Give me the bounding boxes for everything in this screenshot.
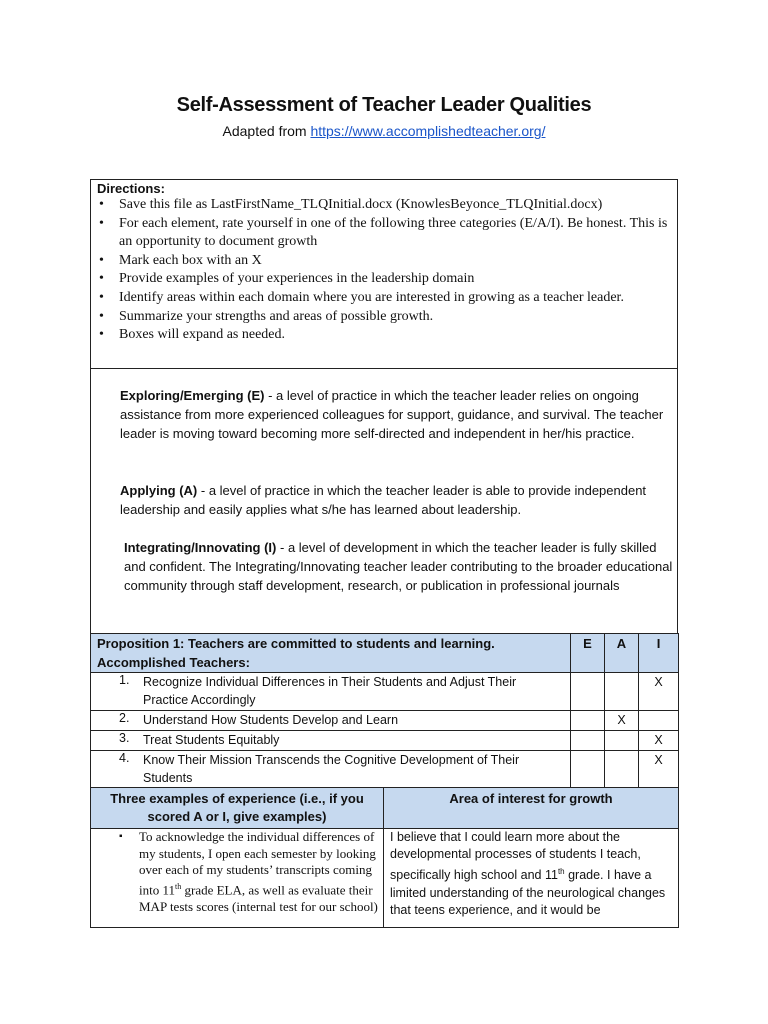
rating-cell-a[interactable]: [605, 673, 639, 711]
examples-heading: Three examples of experience (i.e., if you scored A or I, give examples): [91, 788, 384, 829]
proposition-table: [90, 633, 679, 789]
level-exploring: Exploring/Emerging (E) - a level of practice in which the teacher leader relies on ongoing assistance from more experienced colleagues for support, guidance, and survival. The teacher leader is moving toward becoming more self-directed and independent in her/his practice.: [120, 388, 664, 441]
growth-interest-cell[interactable]: I believe that I could learn more about the developmental processes of students I teach, specifically high school and 11th grade. I have a limited understanding of the neurological changes that teens experience, and it would be: [384, 829, 679, 928]
table-row: [91, 751, 679, 789]
rating-cell-e[interactable]: [571, 711, 605, 731]
adapted-from-label: Adapted from: [222, 123, 311, 139]
source-link[interactable]: https://www.accomplishedteacher.org/: [310, 123, 546, 139]
directions-item: • Boxes will expand as needed.: [97, 326, 671, 345]
directions-list: [97, 196, 671, 345]
growth-heading: Area of interest for growth: [384, 788, 679, 829]
document-title: Self-Assessment of Teacher Leader Qualities: [176, 94, 592, 116]
adapted-from-line: [0, 123, 768, 139]
table-row: [91, 711, 679, 731]
rating-levels-box: [90, 368, 678, 635]
rating-cell-a[interactable]: X: [605, 711, 639, 731]
level-applying: Applying (A) - a level of practice in which the teacher leader is able to provide independent leadership and easily applies what s/he has learned about leadership.: [120, 483, 647, 517]
bullet-icon: •: [99, 289, 104, 305]
examples-table: [90, 787, 679, 928]
rating-cell-e[interactable]: [571, 731, 605, 751]
directions-item: • Provide examples of your experiences in the leadership domain: [97, 270, 671, 289]
proposition-header-row: [91, 634, 679, 673]
examples-body-row: [91, 829, 679, 928]
rating-cell-i[interactable]: X: [639, 731, 679, 751]
rating-cell-a[interactable]: [605, 751, 639, 789]
directions-heading: Directions:: [97, 181, 165, 196]
square-bullet-icon: ▪: [119, 831, 123, 842]
list-item: 4. Know Their Mission Transcends the Cognitive Development of Their Students: [119, 751, 520, 785]
rating-cell-e[interactable]: [571, 673, 605, 711]
col-i-heading: I: [639, 634, 679, 673]
rating-cell-a[interactable]: [605, 731, 639, 751]
bullet-icon: •: [99, 252, 104, 268]
rating-cell-i[interactable]: X: [639, 751, 679, 789]
directions-item: • Save this file as LastFirstName_TLQInitial.docx (KnowlesBeyonce_TLQInitial.docx): [97, 196, 671, 215]
level-integrating: Integrating/Innovating (I) - a level of development in which the teacher leader is fully skilled and confident. The Integrating/Innovating teacher leader contributing to the broader educational community through staff development, research, or publication in professional journals: [124, 540, 673, 593]
list-item: 2. Understand How Students Develop and Learn: [119, 711, 399, 727]
directions-box: [90, 179, 678, 369]
table-row: [91, 731, 679, 751]
bullet-icon: •: [99, 197, 104, 212]
bullet-icon: •: [99, 271, 104, 287]
table-row: [91, 673, 679, 711]
directions-item: • Mark each box with an X: [97, 252, 671, 271]
directions-item: • For each element, rate yourself in one of the following three categories (E/A/I). Be honest. This is an opportunity to document growth: [99, 215, 668, 250]
rating-cell-e[interactable]: [571, 751, 605, 789]
proposition-heading: Proposition 1: Teachers are committed to students and learning. Accomplished Teachers:: [91, 634, 571, 673]
directions-item: • Identify areas within each domain where you are interested in growing as a teacher leader.: [97, 289, 671, 308]
bullet-icon: •: [99, 215, 104, 231]
list-item: 3. Treat Students Equitably: [119, 731, 280, 747]
rating-cell-i[interactable]: [639, 711, 679, 731]
directions-item: • Summarize your strengths and areas of possible growth.: [97, 308, 671, 327]
experience-example-cell[interactable]: ▪ To acknowledge the individual differences of my students, I open each semester by looking over each of my students’ transcripts coming into 11th grade ELA, as well as evaluate their MAP tests scores (internal test for our school): [91, 829, 384, 928]
col-e-heading: E: [571, 634, 605, 673]
col-a-heading: A: [605, 634, 639, 673]
rating-cell-i[interactable]: X: [639, 673, 679, 711]
bullet-icon: •: [99, 308, 104, 324]
list-item: 1. Recognize Individual Differences in Their Students and Adjust Their Practice Accordingly: [119, 673, 517, 707]
examples-header-row: [91, 788, 679, 829]
bullet-icon: •: [99, 327, 104, 343]
